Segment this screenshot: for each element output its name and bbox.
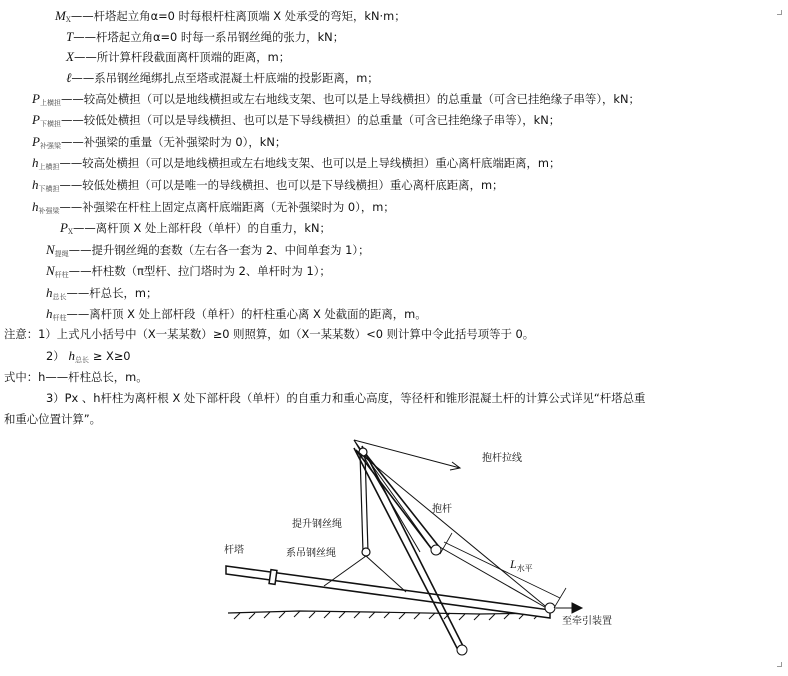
def-line-h-upper: [32, 155, 560, 175]
l-dimension: [440, 533, 566, 608]
symbol: P: [60, 220, 68, 235]
symbol: P: [32, 134, 40, 149]
subscript: 下横担: [39, 120, 61, 128]
haul-rope: [356, 450, 582, 655]
symbol: h: [32, 177, 39, 192]
def-line-x: [66, 49, 290, 65]
symbol: N: [46, 242, 55, 257]
definition-text: ——较高处横担（可以是地线横担或左右地线支架、也可以是上导线横担）重心离杆底端距离，m；: [59, 156, 561, 170]
note-1: [4, 326, 534, 342]
label-tower: 杆塔: [224, 545, 244, 556]
definition-text: ——提升钢丝绳的套数（左右各一套为 2、中间单套为 1）；: [68, 243, 370, 257]
corner-mark: [777, 10, 782, 15]
definition-text: ——杆柱数（π型杆、拉门塔时为 2、单杆时为 1）；: [68, 264, 331, 278]
def-line-t: [66, 29, 344, 45]
symbol: P: [32, 112, 40, 127]
symbol: P: [32, 91, 40, 106]
definition-text: ——较高处横担（可以是地线横担或左右地线支架、也可以是上导线横担）的总重量（可含已挂绝缘子串等），kN；: [60, 92, 640, 106]
subscript: 杆柱: [52, 314, 67, 322]
tower-pole: [226, 566, 550, 618]
def-line-h-pole: [46, 306, 427, 326]
def-line-mx: [55, 8, 406, 28]
subscript: 杆柱: [54, 271, 69, 279]
def-line-h-lower: [32, 177, 503, 197]
subscript: 上横担: [39, 99, 61, 107]
label-lifting-rope: 提升钢丝绳: [292, 519, 342, 530]
definition-text: ——杆总长，m；: [66, 286, 158, 300]
def-line-n-pole: [46, 263, 331, 283]
def-line-n-rope: [46, 242, 369, 262]
note-4: [46, 390, 645, 406]
label-gin-pole: 抱杆: [432, 504, 452, 515]
note-3: [4, 369, 148, 385]
note-text: 3）Px 、h杆柱为离杆根 X 处下部杆段（单杆）的自重力和重心高度，等径杆和锥形混凝土杆的计算公式详见“杆塔总重: [46, 391, 646, 405]
def-line-px: [60, 220, 331, 240]
symbol: ℓ: [66, 70, 72, 85]
symbol: h: [32, 155, 39, 170]
note-prefix: 2）: [46, 349, 65, 363]
symbol: M: [55, 8, 66, 23]
definition-text: ——杆塔起立角α=0 时每一系吊钢丝绳的张力，kN；: [73, 30, 345, 44]
note-5: [4, 411, 101, 427]
definition-text: ——离杆顶 X 处上部杆段（单杆）的自重力，kN；: [72, 221, 331, 235]
def-line-p-upper: [32, 91, 640, 111]
definition-text: ——较低处横担（可以是导线横担、也可以是下导线横担）的总重量（可含已挂绝缘子串等），kN；: [60, 113, 561, 127]
symbol: X: [66, 49, 74, 64]
subscript: 下横担: [38, 185, 60, 193]
subscript: 总长: [74, 356, 89, 364]
note-text: ≥ X≥0: [92, 349, 131, 363]
symbol: h: [46, 306, 53, 321]
gin-pole: [354, 446, 464, 650]
subscript: X: [67, 228, 73, 236]
symbol: h: [46, 285, 53, 300]
subscript: 补强梁: [38, 207, 60, 215]
symbol: T: [66, 29, 74, 44]
definition-text: ——较低处横担（可以是唯一的导线横担、也可以是下导线横担）重心离杆底距离，m；: [59, 178, 504, 192]
symbol: h: [32, 199, 39, 214]
def-line-h-beam: [32, 199, 395, 219]
definition-text: ——系吊钢丝绳绑扎点至塔或混凝土杆底端的投影距离，m；: [71, 71, 379, 85]
def-line-l: [66, 70, 379, 86]
definition-text: ——补强梁在杆柱上固定点离杆底端距离（无补强梁时为 0），m；: [59, 200, 395, 214]
label-l-horizontal: $L_{水平}$: [510, 557, 533, 573]
subscript: 提绳: [54, 250, 69, 258]
subscript: 补强梁: [39, 142, 61, 150]
def-line-p-beam: [32, 134, 286, 154]
note-text: 式中：h——杆柱总长，m。: [4, 370, 148, 384]
symbol: N: [46, 263, 55, 278]
definition-text: ——所计算杆段截面离杆顶端的距离，m；: [73, 50, 291, 64]
tower-erection-diagram: [220, 428, 620, 668]
note-2: [46, 348, 131, 368]
definition-text: ——补强梁的重量（无补强梁时为 0），kN；: [60, 135, 287, 149]
ground-line: [228, 611, 550, 620]
def-line-p-lower: [32, 112, 560, 132]
def-line-h-total: [46, 285, 157, 305]
subscript: 上横担: [38, 163, 60, 171]
definition-text: ——杆塔起立角α=0 时每根杆柱离顶端 X 处承受的弯矩，kN·m；: [70, 9, 406, 23]
subscript: 总长: [52, 293, 67, 301]
note-text: 注意：1）上式凡小括号中（X一某某数）≥0 则照算，如（X一某某数）<0 则计算中令此括号项等于 0。: [4, 327, 535, 341]
label-sling-rope: 系吊钢丝绳: [286, 548, 336, 559]
label-brace-line: 抱杆拉线: [482, 453, 522, 464]
label-to-winch: 至牵引装置: [562, 616, 612, 627]
note-text: 和重心位置计算”。: [4, 412, 102, 426]
symbol: h: [68, 348, 75, 363]
corner-mark: [777, 662, 782, 667]
subscript: X: [65, 16, 71, 24]
definition-text: ——离杆顶 X 处上部杆段（单杆）的杆柱重心离 X 处截面的距离，m。: [66, 307, 427, 321]
